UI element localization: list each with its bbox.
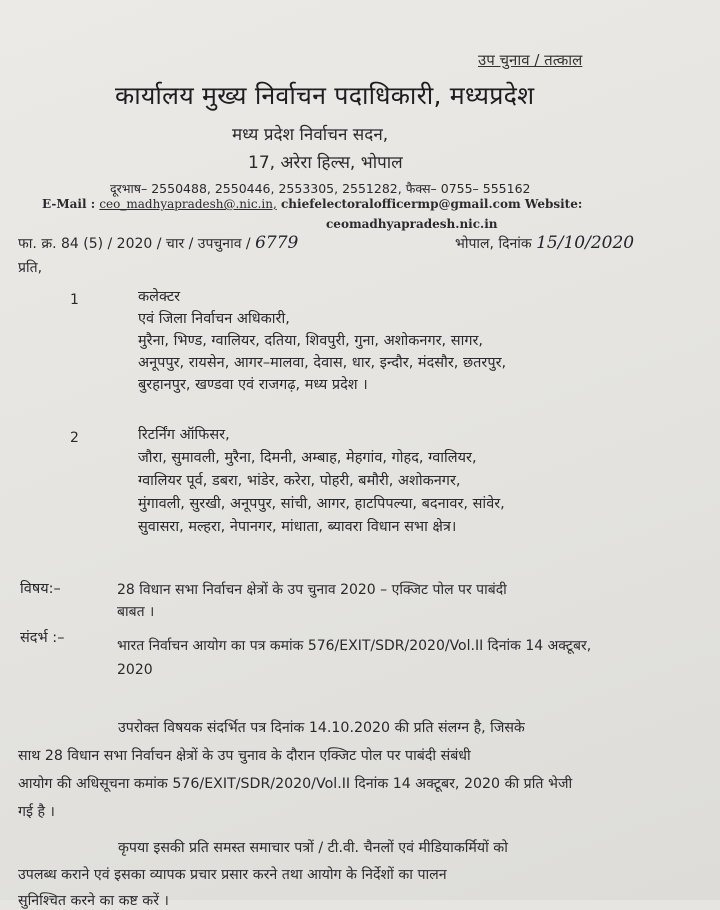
recipient-block bbox=[138, 286, 506, 396]
reference-line: 2020 bbox=[117, 662, 153, 678]
recipient-number: 1 bbox=[70, 292, 79, 308]
phone-fax-line: दूरभाष– 2550488, 2550446, 2553305, 2551282, फैक्स– 0755– 555162 bbox=[110, 181, 531, 196]
recipient-line: बुरहानपुर, खण्डवा एवं राजगढ़, मध्य प्रदेश । bbox=[138, 377, 368, 393]
recipient-line: जौरा, सुमावली, मुरैना, दिमनी, अम्बाह, मेहगांव, गोहद, ग्वालियर, bbox=[138, 450, 477, 466]
handwritten-date: 15/10/2020 bbox=[536, 233, 635, 253]
subject-line: बाबत । bbox=[117, 604, 155, 620]
email-link-1[interactable]: ceo_madhyapradesh@.nic.in, bbox=[99, 197, 277, 211]
place-date bbox=[455, 233, 634, 253]
recipient-line: मुंगावली, सुरखी, अनूपपुर, सांची, आगर, हाटपिपल्या, बदनावर, सांवेर, bbox=[138, 496, 505, 512]
recipient-line: सुवासरा, मल्हरा, नेपानगर, मांधाता, ब्यावरा विधान सभा क्षेत्र। bbox=[138, 519, 457, 535]
urgent-stamp: उप चुनाव / तत्काल bbox=[478, 51, 583, 69]
file-number: फा. क्र. 84 (5) / 2020 / चार / उपचुनाव / bbox=[18, 236, 251, 252]
recipient-line: मुरैना, भिण्ड, ग्वालियर, दतिया, शिवपुरी, गुना, अशोकनगर, सागर, bbox=[138, 333, 484, 349]
website-label: Website: bbox=[524, 197, 583, 211]
place-date-label: भोपाल, दिनांक bbox=[455, 236, 532, 252]
recipient-line: रिटर्निंग ऑफिसर, bbox=[138, 427, 230, 443]
reference-label: संदर्भ :– bbox=[20, 630, 65, 646]
reference-line: भारत निर्वाचन आयोग का पत्र कमांक 576/EXIT/SDR/2020/Vol.II दिनांक 14 अक्टूबर, bbox=[117, 638, 592, 654]
recipient-line: अनूपपुर, रायसेन, आगर–मालवा, देवास, धार, इन्दौर, मंदसौर, छतरपुर, bbox=[138, 355, 507, 371]
paragraph-line: साथ 28 विधान सभा निर्वाचन क्षेत्रों के उप चुनाव के दौरान एक्जिट पोल पर पाबंदी संबंधी bbox=[18, 748, 471, 764]
paragraph-line: कृपया इसकी प्रति समस्त समाचार पत्रों / टी.वी. चैनलों एवं मीडियाकर्मियों को bbox=[118, 840, 508, 856]
paragraph-line: उपलब्ध कराने एवं इसका व्यापक प्रचार प्रसार करने तथा आयोग के निर्देशों का पालन bbox=[18, 867, 447, 883]
file-reference bbox=[18, 233, 298, 253]
paragraph-line: सुनिश्चित करने का कष्ट करें । bbox=[18, 893, 169, 909]
paragraph-line: गई है । bbox=[18, 804, 55, 820]
email-line bbox=[42, 197, 582, 211]
office-title: कार्यालय मुख्य निर्वाचन पदाधिकारी, मध्यप्रदेश bbox=[115, 81, 535, 110]
address-line-2: 17, अरेरा हिल्स, भोपाल bbox=[248, 153, 403, 173]
email-label: E-Mail : bbox=[42, 197, 96, 211]
website-link[interactable]: ceomadhyapradesh.nic.in bbox=[326, 217, 498, 231]
subject-text bbox=[117, 579, 507, 623]
prati-label: प्रति, bbox=[18, 260, 43, 276]
reference-text bbox=[117, 634, 591, 682]
recipient-block bbox=[138, 424, 505, 539]
recipient-line: एवं जिला निर्वाचन अधिकारी, bbox=[138, 311, 290, 327]
paragraph-line: उपरोक्त विषयक संदर्भित पत्र दिनांक 14.10.2020 की प्रति संलग्न है, जिसके bbox=[118, 720, 525, 736]
recipient-line: ग्वालियर पूर्व, डबरा, भांडेर, करेरा, पोहरी, बमौरी, अशोकनगर, bbox=[138, 473, 461, 489]
subject-line: 28 विधान सभा निर्वाचन क्षेत्रों के उप चुनाव 2020 – एक्जिट पोल पर पाबंदी bbox=[117, 582, 507, 598]
address-line-1: मध्य प्रदेश निर्वाचन सदन, bbox=[232, 125, 389, 145]
email-link-2[interactable]: chiefelectoralofficermp@gmail.com bbox=[280, 197, 521, 211]
recipient-number: 2 bbox=[70, 430, 79, 446]
recipient-line: कलेक्टर bbox=[138, 289, 181, 305]
subject-label: विषय:– bbox=[20, 581, 61, 597]
handwritten-file-number: 6779 bbox=[255, 233, 299, 253]
paragraph-line: आयोग की अधिसूचना कमांक 576/EXIT/SDR/2020/Vol.II दिनांक 14 अक्टूबर, 2020 की प्रति भेजी bbox=[18, 776, 573, 792]
